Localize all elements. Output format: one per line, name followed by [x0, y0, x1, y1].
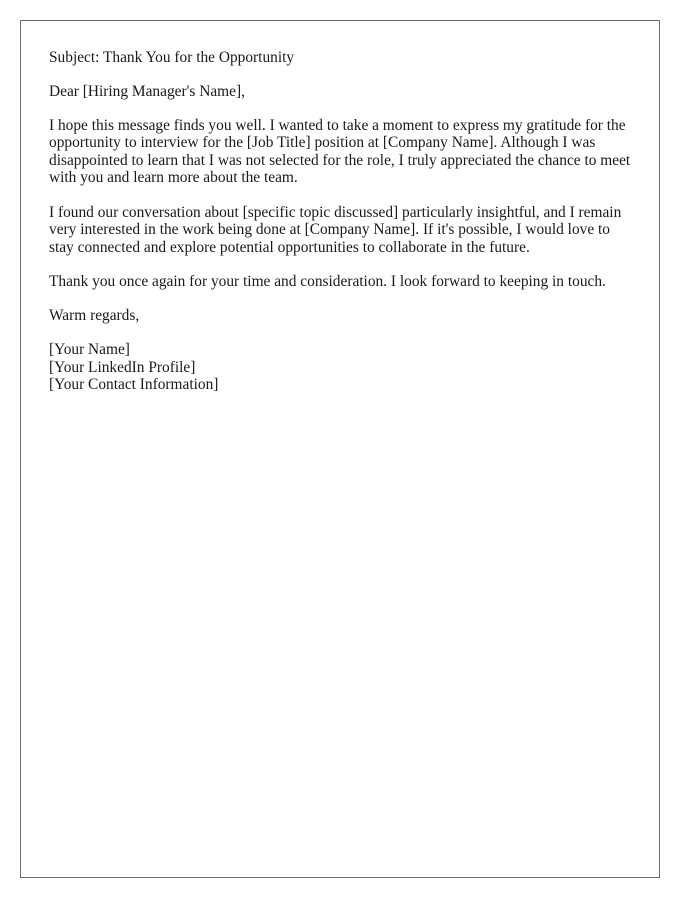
letter-closing: Warm regards, — [49, 306, 140, 324]
letter-body — [49, 49, 635, 410]
letter-subject: Subject: Thank You for the Opportunity — [49, 49, 295, 66]
letter-page — [20, 20, 660, 878]
signature-contact: [Your Contact Information] — [49, 376, 219, 394]
letter-paragraph-1: I hope this message finds you well. I wanted to take a moment to express my gratitude for the opportunity to interview for the [Job Title] position at [Company Name]. Although I was disappointed to learn that I was not selected for the role, I truly appreciated the chance to meet with you and learn more about the team. — [49, 116, 631, 187]
letter-greeting: Dear [Hiring Manager's Name], — [49, 82, 245, 100]
signature-name: [Your Name] — [49, 341, 130, 359]
letter-paragraph-3: Thank you once again for your time and consideration. I look forward to keeping in touch. — [49, 272, 606, 290]
letter-signature — [49, 341, 635, 394]
signature-linkedin: [Your LinkedIn Profile] — [49, 358, 196, 376]
letter-paragraph-2: I found our conversation about [specific topic discussed] particularly insightful, and I remain very interested in the work being done at [Company Name]. If it's possible, I would love to stay connected and explore potential opportunities to collaborate in the future. — [49, 203, 622, 256]
